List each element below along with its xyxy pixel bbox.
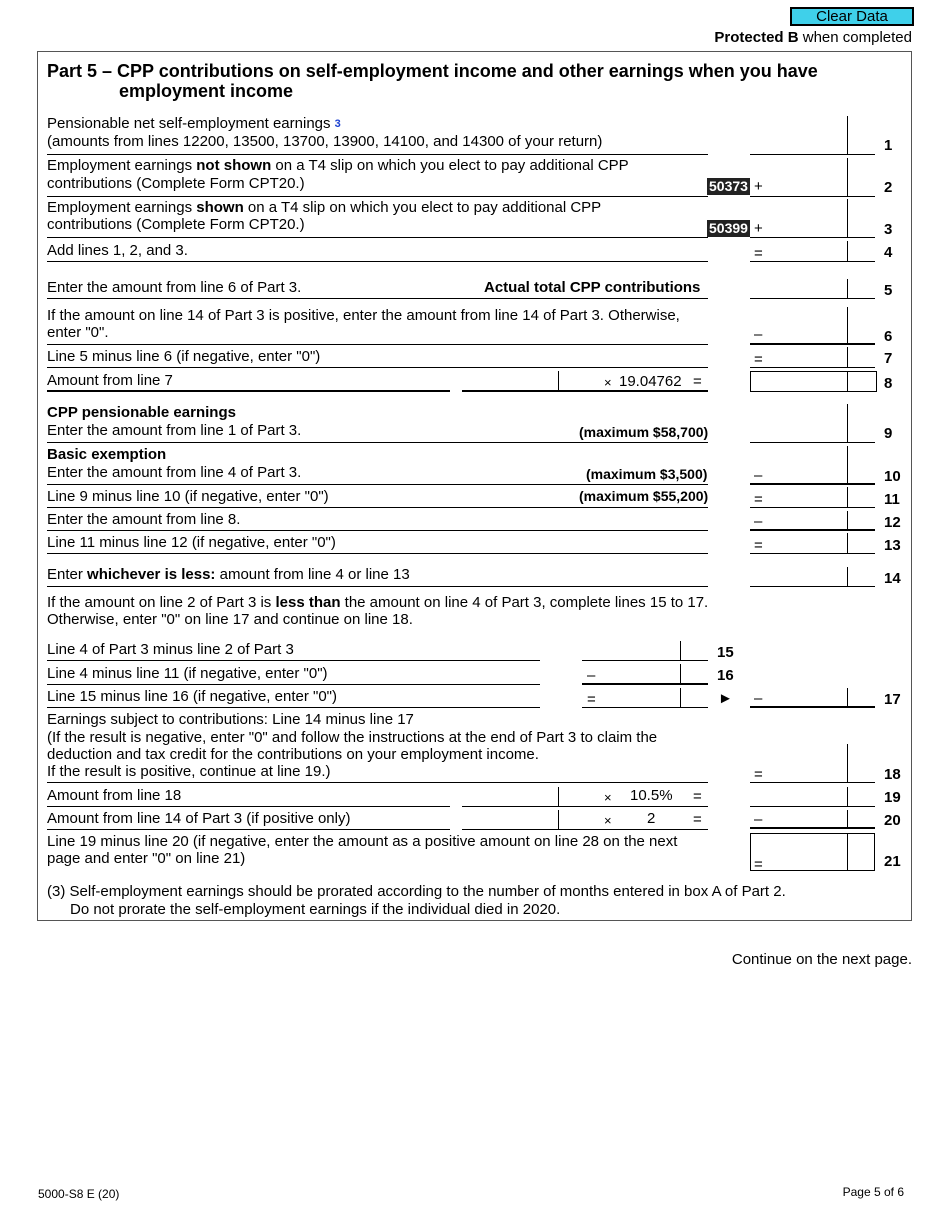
line-number-12: 12 [884, 514, 901, 531]
line21-cents-sep [847, 833, 848, 871]
line-number-6: 6 [884, 328, 893, 345]
line-number-7: 7 [884, 350, 893, 367]
equals-sign: = [693, 811, 702, 828]
line1-rule [47, 154, 708, 155]
page-number: Page 5 of 6 [842, 1185, 904, 1199]
line10-label: Enter the amount from line 4 of Part 3. [47, 464, 302, 481]
line10-max: (maximum $3,500) [586, 466, 708, 482]
line1-cents-sep [847, 116, 848, 154]
line-number-3: 3 [884, 221, 893, 238]
line1-text: Pensionable net self-employment earnings [47, 115, 335, 132]
line-number-14: 14 [884, 570, 901, 587]
l14-pre: Enter [47, 566, 88, 583]
line8-result-sep [847, 371, 848, 391]
line7-cents-sep [847, 347, 848, 367]
line3-cents-sep [847, 199, 848, 237]
line10-rule [47, 484, 708, 485]
line11-cents-sep [847, 487, 848, 507]
line18-rule [47, 782, 708, 783]
line8-label: Amount from line 7 [47, 372, 173, 389]
line16-cents-sep [680, 664, 681, 683]
line20-rule-b [588, 829, 708, 830]
plus-sign: + [754, 220, 763, 237]
line6-label: If the amount on line 14 of Part 3 is positive, enter the amount from line 14 of Part 3. Otherwise, [47, 307, 680, 324]
line17-left-field[interactable] [582, 688, 708, 708]
line9-label: Enter the amount from line 1 of Part 3. [47, 422, 302, 439]
equals-sign: = [754, 491, 763, 508]
line19-input[interactable] [462, 787, 588, 807]
line11-label: Line 9 minus line 10 (if negative, enter "0") [47, 488, 329, 505]
line14-field[interactable] [750, 567, 875, 587]
footnote-line-a: Self-employment earnings should be prorated according to the number of months entered in box A of Part 2. [69, 883, 786, 900]
line-number-11: 11 [884, 491, 900, 508]
instruction-a [47, 595, 708, 611]
line12-field[interactable] [750, 529, 875, 531]
line13-cents-sep [847, 533, 848, 553]
line-number-5: 5 [884, 282, 893, 299]
form-code: 5000-S8 E (20) [38, 1187, 120, 1201]
line16-label: Line 4 minus line 11 (if negative, enter "0") [47, 665, 328, 682]
inst-bold: less than [275, 594, 341, 611]
line20-rate: 2 [647, 810, 656, 827]
equals-sign: = [754, 766, 763, 783]
inst-pre: If the amount on line 2 of Part 3 is [47, 594, 276, 611]
equals-sign: = [587, 691, 596, 708]
line-number-13: 13 [884, 537, 901, 554]
line2-detail: contributions (Complete Form CPT20.) [47, 175, 305, 192]
part5-title [47, 61, 818, 101]
line-number-17: 17 [884, 691, 901, 708]
instruction-b: Otherwise, enter "0" on line 17 and continue on line 18. [47, 611, 413, 628]
line20-rule [47, 829, 450, 830]
equals-sign: = [754, 537, 763, 554]
line20-result-sep [847, 810, 848, 829]
line-number-8: 8 [884, 375, 893, 392]
clear-data-button[interactable]: Clear Data [790, 7, 914, 26]
minus-sign: – [754, 467, 763, 484]
line15-label: Line 4 of Part 3 minus line 2 of Part 3 [47, 641, 294, 658]
l14-bold: whichever is less: [87, 566, 216, 583]
line13-rule [47, 553, 708, 554]
line18-label: Earnings subject to contributions: Line 14 minus line 17 [47, 711, 414, 728]
line-number-15: 15 [717, 644, 734, 661]
line14-label [47, 567, 410, 583]
line10-cents-sep [847, 446, 848, 484]
footnote-mark: (3) [47, 883, 66, 900]
line11-field[interactable] [750, 487, 875, 508]
line19-rule-b [588, 806, 708, 807]
line-number-10: 10 [884, 468, 901, 485]
minus-sign: – [754, 326, 763, 343]
line20-cents-sep [558, 810, 559, 829]
equals-sign: = [754, 856, 763, 873]
line4-rule [47, 261, 708, 262]
line8-cents-sep [558, 371, 559, 390]
line-number-20: 20 [884, 812, 901, 829]
line-number-19: 19 [884, 789, 901, 806]
equals-sign: = [754, 245, 763, 262]
line5-label: Enter the amount from line 6 of Part 3. [47, 279, 302, 296]
line9-max: (maximum $58,700) [579, 424, 709, 440]
line-number-2: 2 [884, 179, 893, 196]
line17-field[interactable] [750, 706, 875, 708]
l3-pre: Employment earnings [47, 199, 197, 216]
line2-label [47, 158, 629, 174]
line-code-50399: 50399 [709, 220, 748, 236]
line18-detail-1: (If the result is negative, enter "0" and follow the instructions at the end of Part 3 to claim the [47, 729, 658, 746]
footnote-3 [47, 883, 786, 919]
line7-field[interactable] [750, 347, 875, 368]
continue-note: Continue on the next page. [731, 951, 912, 968]
l2-post: on a T4 slip on which you elect to pay additional CPP [271, 157, 629, 174]
line6-field[interactable] [750, 343, 875, 345]
line4-cents-sep [847, 241, 848, 261]
minus-sign: – [587, 667, 596, 684]
times-sign: × [604, 790, 612, 805]
minus-sign: – [754, 690, 763, 707]
line21-result-box[interactable] [750, 833, 875, 871]
line14-rule [47, 586, 708, 587]
line9-field[interactable] [750, 422, 875, 443]
line17-label: Line 15 minus line 16 (if negative, enter "0") [47, 688, 337, 705]
line11-rule [47, 507, 708, 508]
line14-cents-sep [847, 567, 848, 586]
line18-detail-3: If the result is positive, continue at line 19.) [47, 763, 331, 780]
line12-label: Enter the amount from line 8. [47, 511, 241, 528]
footnote-line-b: Do not prorate the self-employment earnings if the individual died in 2020. [70, 901, 561, 918]
line8-result-box[interactable] [750, 371, 877, 392]
line18-field[interactable] [750, 762, 875, 783]
line19-rate: 10.5% [630, 787, 673, 804]
line3-label [47, 200, 601, 216]
line-number-16: 16 [717, 667, 734, 684]
line1-label [47, 116, 341, 132]
line6-detail: enter "0". [47, 324, 109, 341]
title-line1: Part 5 – CPP contributions on self-employment income and other earnings when you have [47, 61, 818, 81]
line19-cents-sep [558, 787, 559, 806]
line4-label: Add lines 1, 2, and 3. [47, 242, 188, 259]
line17-left-sep [680, 688, 681, 707]
line2-cents-sep [847, 158, 848, 196]
line8-rate: 19.04762 [619, 373, 682, 390]
l2-bold: not shown [196, 157, 272, 174]
line1-detail: (amounts from lines 12200, 13500, 13700, 13900, 14100, and 14300 of your return) [47, 133, 603, 150]
line-number-18: 18 [884, 766, 901, 783]
line6-cents-sep [847, 307, 848, 344]
line15-cents-sep [680, 641, 681, 660]
line19-rule [47, 806, 450, 807]
line15-rule [47, 660, 540, 661]
line19-label: Amount from line 18 [47, 787, 182, 804]
equals-sign: = [693, 788, 702, 805]
line20-field[interactable] [750, 827, 875, 829]
line7-label: Line 5 minus line 6 (if negative, enter "0") [47, 348, 321, 365]
line17-rule [47, 707, 540, 708]
line8-input[interactable] [462, 390, 708, 392]
l14-post: amount from line 4 or line 13 [215, 566, 410, 583]
l3-bold: shown [196, 199, 244, 216]
actual-total-cpp-label: Actual total CPP contributions [484, 279, 701, 296]
line7-rule [47, 367, 708, 368]
equals-sign: = [693, 373, 702, 390]
line8-rule [47, 390, 450, 392]
minus-sign: – [754, 811, 763, 828]
line17-cents-sep [847, 688, 848, 707]
line21-label: Line 19 minus line 20 (if negative, enter the amount as a positive amount on line 28 on the next [47, 833, 678, 850]
line5-field[interactable] [750, 279, 875, 299]
basic-exemption-heading: Basic exemption [47, 446, 167, 463]
line6-rule [47, 344, 708, 345]
line9-cents-sep [847, 404, 848, 442]
line13-field[interactable] [750, 533, 875, 554]
line3-rule [47, 237, 708, 238]
line-number-21: 21 [884, 853, 901, 870]
line3-field[interactable] [750, 217, 875, 238]
line13-label: Line 11 minus line 12 (if negative, enter "0") [47, 534, 336, 551]
protected-rest: when completed [798, 29, 912, 46]
title-line2: employment income [119, 81, 294, 101]
line20-label: Amount from line 14 of Part 3 (if positive only) [47, 810, 351, 827]
protected-bold: Protected B [714, 29, 799, 46]
line-number-1: 1 [884, 137, 893, 154]
line3-detail: contributions (Complete Form CPT20.) [47, 216, 305, 233]
line21-detail: page and enter "0" on line 21) [47, 850, 246, 867]
line11-max: (maximum $55,200) [579, 488, 709, 504]
line15-field[interactable] [582, 641, 708, 661]
line18-detail-2: deduction and tax credit for the contributions on your employment income. [47, 746, 539, 763]
protected-b-label [714, 29, 912, 46]
cpp-pensionable-heading: CPP pensionable earnings [47, 404, 236, 421]
times-sign: × [604, 375, 612, 390]
line16-rule [47, 684, 540, 685]
l2-pre: Employment earnings [47, 157, 197, 174]
minus-sign: – [754, 513, 763, 530]
line2-field[interactable] [750, 176, 875, 197]
line-number-9: 9 [884, 425, 893, 442]
arrow-right-icon: ► [718, 690, 733, 707]
line20-input[interactable] [462, 810, 588, 830]
footnote-ref-3[interactable]: 3 [334, 118, 341, 130]
line-code-50373: 50373 [709, 178, 748, 194]
line5-rule [47, 298, 708, 299]
line1-field[interactable] [750, 134, 875, 155]
line10-field[interactable] [750, 483, 875, 485]
line5-cents-sep [847, 279, 848, 298]
line12-rule [47, 530, 708, 531]
line12-cents-sep [847, 511, 848, 530]
l3-post: on a T4 slip on which you elect to pay additional CPP [243, 199, 602, 216]
line18-cents-sep [847, 744, 848, 782]
line2-rule [47, 196, 708, 197]
line19-result-sep [847, 787, 848, 806]
times-sign: × [604, 813, 612, 828]
plus-sign: + [754, 178, 763, 195]
line19-field[interactable] [750, 787, 875, 807]
line9-rule [47, 442, 708, 443]
line-number-4: 4 [884, 244, 893, 261]
line4-field[interactable] [750, 241, 875, 262]
inst-post: the amount on line 4 of Part 3, complete lines 15 to 17. [340, 594, 709, 611]
line16-field[interactable] [582, 683, 708, 685]
equals-sign: = [754, 351, 763, 368]
